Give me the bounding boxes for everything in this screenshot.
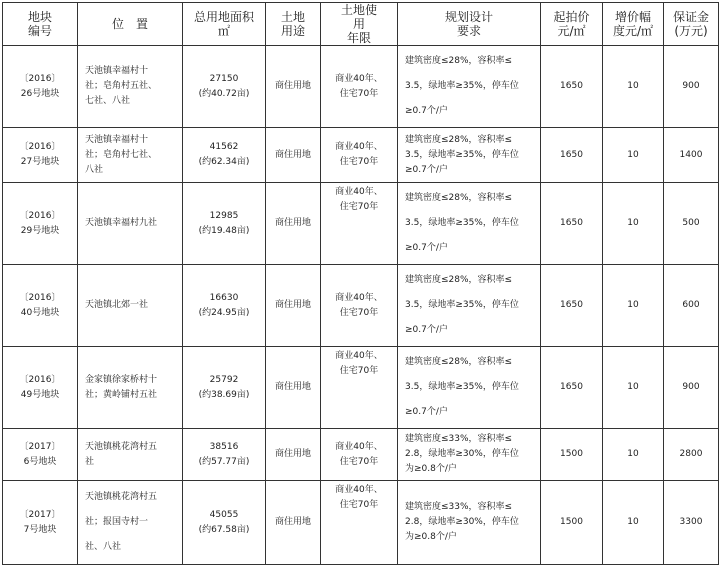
cell-land-use: 商住用地 [266, 481, 321, 565]
cell-requirements: 建筑密度≤28%，容积率≤ 3.5，绿地率≥35%，停车位 ≥0.7个/户 [398, 128, 541, 183]
cell-area: 38516 (约57.77亩) [183, 429, 266, 481]
table-row [3, 183, 719, 265]
cell-increment: 10 [603, 429, 664, 481]
cell-parcel-id: 〔2016〕 40号地块 [3, 265, 78, 347]
cell-area: 12985 (约19.48亩) [183, 183, 266, 265]
cell-parcel-id: 〔2017〕 6号地块 [3, 429, 78, 481]
header-increment: 增价幅 度元/㎡ [603, 3, 664, 46]
cell-start-price: 1650 [541, 265, 603, 347]
cell-requirements: 建筑密度≤33%，容积率≤ 2.8，绿地率≥30%，停车位 为≥0.8个/户 [398, 481, 541, 565]
cell-term: 商业40年、 住宅70年 [321, 265, 398, 347]
cell-location: 天池镇桃花湾村五 社 [78, 429, 183, 481]
cell-area: 41562 (约62.34亩) [183, 128, 266, 183]
cell-area: 25792 (约38.69亩) [183, 347, 266, 429]
header-location: 位 置 [78, 3, 183, 46]
cell-land-use: 商住用地 [266, 183, 321, 265]
cell-term: 商业40年、 住宅70年 [321, 46, 398, 128]
header-land-use: 土地 用途 [266, 3, 321, 46]
cell-location: 天池镇幸福村十 社；皂角村七社、 八社 [78, 128, 183, 183]
cell-parcel-id: 〔2016〕 49号地块 [3, 347, 78, 429]
table-row [3, 429, 719, 481]
cell-start-price: 1650 [541, 183, 603, 265]
cell-requirements: 建筑密度≤28%，容积率≤ 3.5，绿地率≥35%，停车位 ≥0.7个/户 [398, 265, 541, 347]
cell-requirements: 建筑密度≤28%，容积率≤ 3.5，绿地率≥35%，停车位 ≥0.7个/户 [398, 46, 541, 128]
cell-location: 天池镇幸福村九社 [78, 183, 183, 265]
cell-term: 商业40年、 住宅70年 [321, 183, 398, 265]
land-auction-table [2, 2, 719, 565]
cell-land-use: 商住用地 [266, 347, 321, 429]
cell-parcel-id: 〔2017〕 7号地块 [3, 481, 78, 565]
cell-deposit: 1400 [664, 128, 719, 183]
cell-term: 商业40年、 住宅70年 [321, 429, 398, 481]
cell-increment: 10 [603, 46, 664, 128]
cell-area: 45055 (约67.58亩) [183, 481, 266, 565]
table-row [3, 481, 719, 565]
cell-deposit: 500 [664, 183, 719, 265]
table-row [3, 46, 719, 128]
cell-land-use: 商住用地 [266, 46, 321, 128]
cell-requirements: 建筑密度≤28%，容积率≤ 3.5，绿地率≥35%，停车位 ≥0.7个/户 [398, 183, 541, 265]
cell-parcel-id: 〔2016〕 29号地块 [3, 183, 78, 265]
cell-start-price: 1500 [541, 481, 603, 565]
cell-location: 金家镇徐家桥村十 社；黄岭铺村五社 [78, 347, 183, 429]
header-term: 土地使 用 年限 [321, 3, 398, 46]
cell-start-price: 1650 [541, 128, 603, 183]
cell-start-price: 1650 [541, 347, 603, 429]
cell-deposit: 2800 [664, 429, 719, 481]
header-start-price: 起拍价 元/㎡ [541, 3, 603, 46]
cell-parcel-id: 〔2016〕 27号地块 [3, 128, 78, 183]
cell-area: 27150 (约40.72亩) [183, 46, 266, 128]
cell-increment: 10 [603, 128, 664, 183]
table-row [3, 128, 719, 183]
header-area: 总用地面积 ㎡ [183, 3, 266, 46]
cell-deposit: 900 [664, 347, 719, 429]
cell-deposit: 900 [664, 46, 719, 128]
cell-location: 天池镇北郊一社 [78, 265, 183, 347]
table-header-row [3, 3, 719, 46]
cell-location: 天池镇桃花湾村五 社；报国寺村一 社、八社 [78, 481, 183, 565]
header-parcel-id: 地块 编号 [3, 3, 78, 46]
header-deposit: 保证金 (万元) [664, 3, 719, 46]
cell-start-price: 1500 [541, 429, 603, 481]
cell-land-use: 商住用地 [266, 429, 321, 481]
cell-increment: 10 [603, 481, 664, 565]
cell-start-price: 1650 [541, 46, 603, 128]
cell-location: 天池镇幸福村十 社；皂角村五社、 七社、八社 [78, 46, 183, 128]
table-row [3, 265, 719, 347]
cell-term: 商业40年、 住宅70年 [321, 128, 398, 183]
table-row [3, 347, 719, 429]
cell-requirements: 建筑密度≤33%，容积率≤ 2.8，绿地率≥30%，停车位 为≥0.8个/户 [398, 429, 541, 481]
cell-area: 16630 (约24.95亩) [183, 265, 266, 347]
cell-requirements: 建筑密度≤28%，容积率≤ 3.5，绿地率≥35%，停车位 ≥0.7个/户 [398, 347, 541, 429]
cell-deposit: 600 [664, 265, 719, 347]
cell-term: 商业40年、 住宅70年 [321, 347, 398, 429]
cell-increment: 10 [603, 347, 664, 429]
cell-land-use: 商住用地 [266, 128, 321, 183]
cell-deposit: 3300 [664, 481, 719, 565]
header-requirements: 规划设计 要求 [398, 3, 541, 46]
cell-land-use: 商住用地 [266, 265, 321, 347]
cell-parcel-id: 〔2016〕 26号地块 [3, 46, 78, 128]
cell-increment: 10 [603, 265, 664, 347]
cell-term: 商业40年、 住宅70年 [321, 481, 398, 565]
cell-increment: 10 [603, 183, 664, 265]
